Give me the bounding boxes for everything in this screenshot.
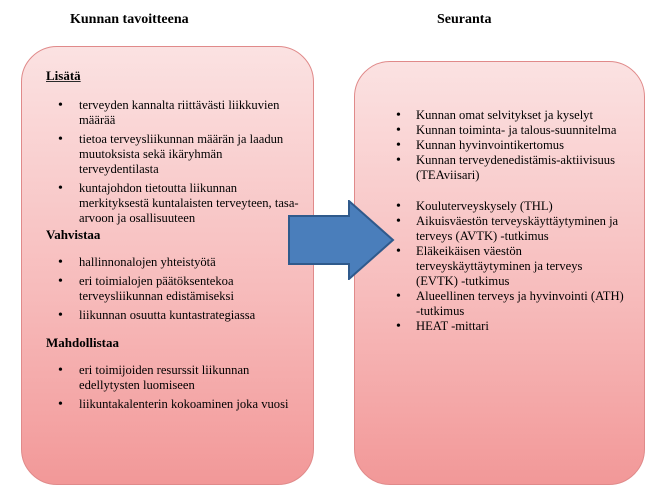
list-item: • Eläkeikäisen väestön terveyskäyttäytyminen ja terveys (EVTK) -tutkimus: [387, 244, 627, 289]
lisata-list: [46, 98, 301, 226]
list-item: • liikunnan osuutta kuntastrategiassa: [46, 308, 301, 323]
arrow-shape: [289, 201, 393, 279]
section-title-mahdollistaa: Mahdollistaa: [46, 335, 119, 350]
list-item: • hallinnonalojen yhteistyötä: [46, 255, 301, 270]
list-item: • kuntajohdon tietoutta liikunnan merkityksestä kuntalaisten terveyteen, tasa-arvoon ja osallisuuteen: [46, 181, 301, 226]
list-item: • Kunnan terveydenedistämis-aktiivisuus (TEAviisari): [387, 153, 627, 183]
right-arrow-icon: [287, 200, 397, 280]
section-title-vahvistaa: Vahvistaa: [46, 227, 101, 242]
list-item: • Kunnan omat selvitykset ja kyselyt: [387, 108, 627, 123]
monitoring-list-municipal: [387, 108, 627, 183]
left-goals-content: [46, 68, 301, 412]
list-item: • eri toimijoiden resurssit liikunnan edellytysten luomiseen: [46, 363, 301, 393]
list-item: • Aikuisväestön terveyskäyttäytyminen ja terveys (AVTK) -tutkimus: [387, 214, 627, 244]
section-title-lisata: Lisätä: [46, 68, 81, 83]
right-column-heading: Seuranta: [437, 12, 492, 27]
list-item: • terveyden kannalta riittävästi liikkuvien määrää: [46, 98, 301, 128]
vahvistaa-list: [46, 255, 301, 323]
list-item: • liikuntakalenterin kokoaminen joka vuosi: [46, 397, 301, 412]
monitoring-list-surveys: [387, 199, 627, 334]
list-item: • Kouluterveyskysely (THL): [387, 199, 627, 214]
list-item: • HEAT -mittari: [387, 319, 627, 334]
list-item: • Kunnan hyvinvointikertomus: [387, 138, 627, 153]
list-item: • Kunnan toiminta- ja talous-suunnitelma: [387, 123, 627, 138]
left-column-heading: Kunnan tavoitteena: [70, 12, 189, 27]
list-item: • tietoa terveysliikunnan määrän ja laadun muutoksista sekä ikäryhmän terveydentilasta: [46, 132, 301, 177]
right-monitoring-content: [387, 108, 627, 334]
mahdollistaa-list: [46, 363, 301, 412]
list-item: • eri toimialojen päätöksentekoa terveysliikunnan edistämiseksi: [46, 274, 301, 304]
list-item: • Alueellinen terveys ja hyvinvointi (ATH) -tutkimus: [387, 289, 627, 319]
